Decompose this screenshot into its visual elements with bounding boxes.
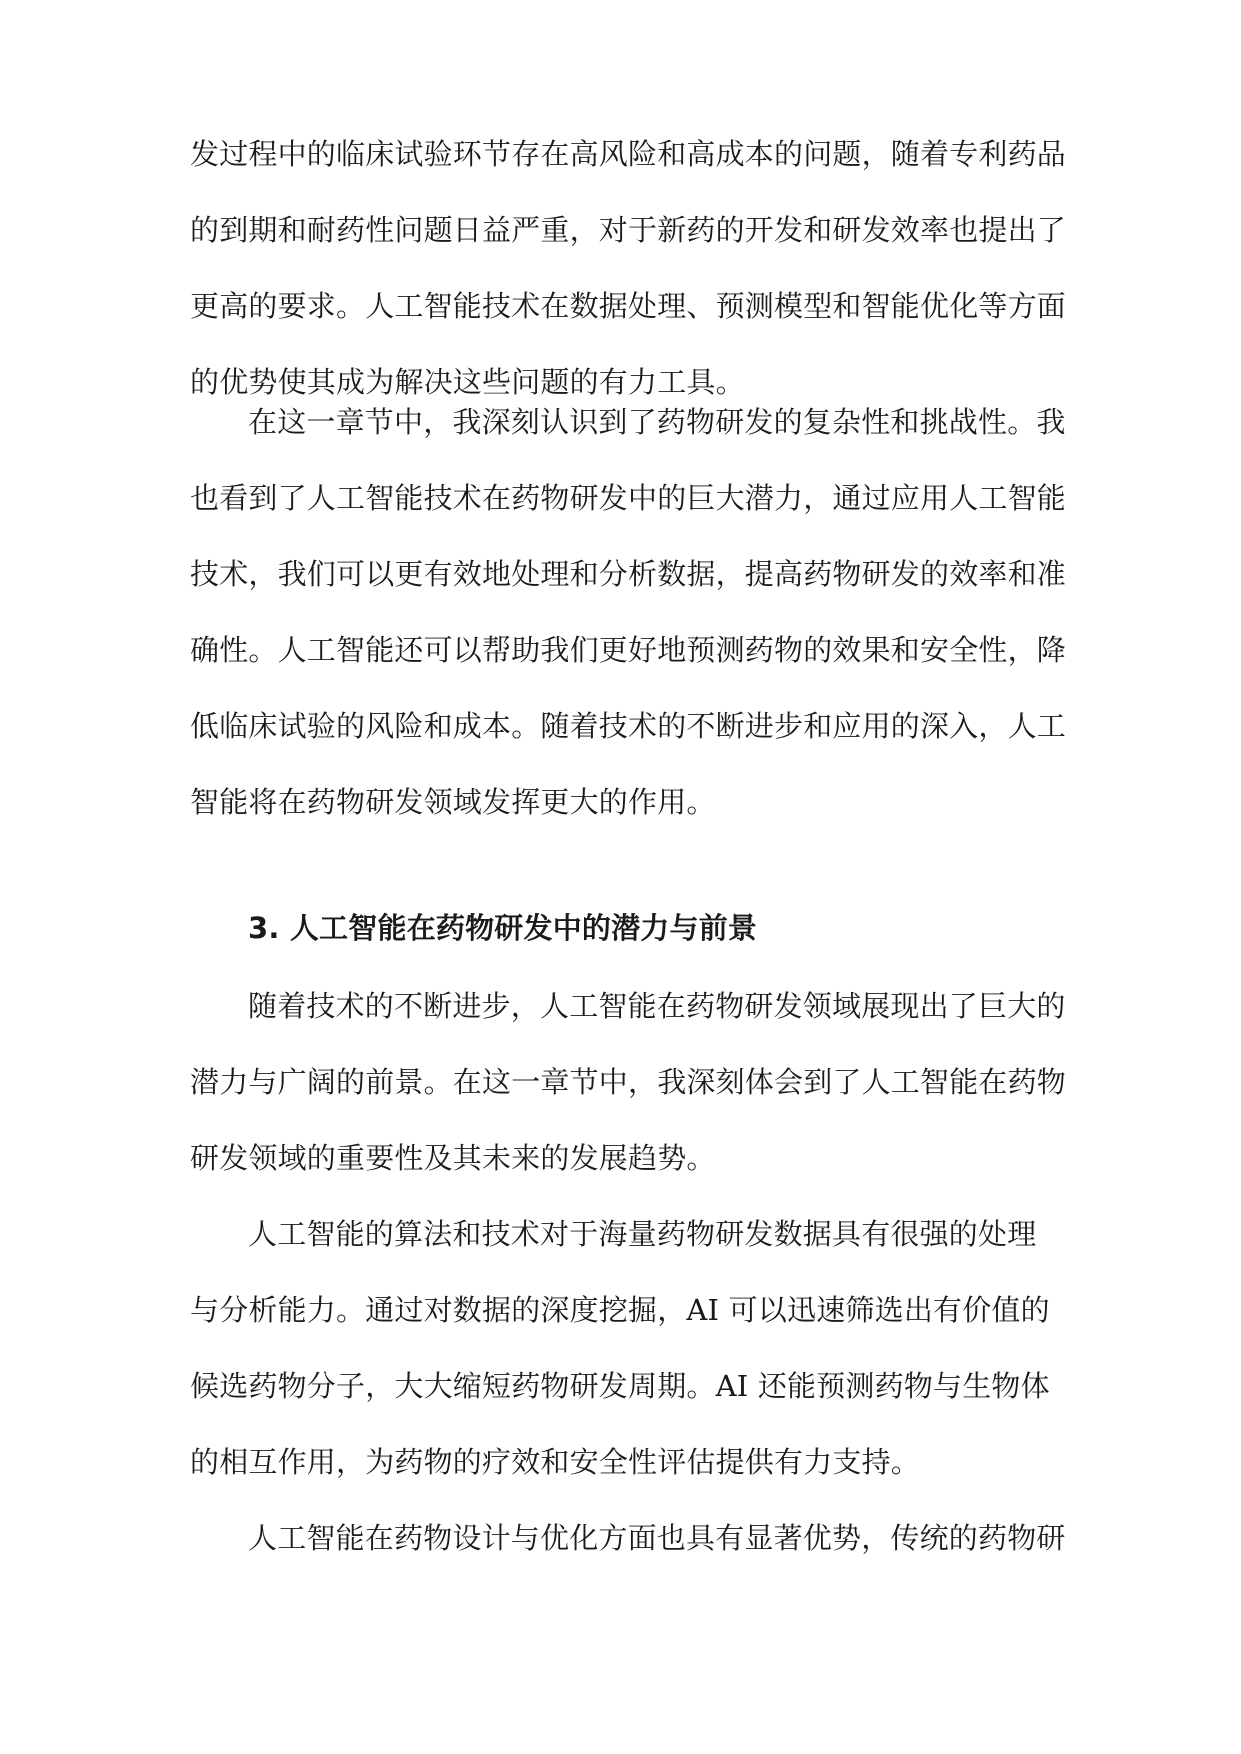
text-line: 候选药物分子，大大缩短药物研发周期。AI 还能预测药物与生物体 — [190, 1369, 1050, 1403]
text-line: 潜力与广阔的前景。在这一章节中，我深刻体会到了人工智能在药物 — [190, 1065, 1067, 1099]
paragraph — [190, 1500, 1066, 1576]
paragraph-continuation — [190, 116, 1067, 420]
text-line: 技术，我们可以更有效地处理和分析数据，提高药物研发的效率和准 — [190, 557, 1067, 591]
text-line: 的优势使其成为解决这些问题的有力工具。 — [190, 365, 745, 399]
section-heading-block — [190, 890, 1060, 966]
text-line: 发过程中的临床试验环节存在高风险和高成本的问题，随着专利药品 — [190, 137, 1067, 171]
text-line: 确性。人工智能还可以帮助我们更好地预测药物的效果和安全性，降 — [190, 633, 1067, 667]
text-line: 人工智能在药物设计与优化方面也具有显著优势，传统的药物研 — [248, 1521, 1066, 1555]
text-line: 的相互作用，为药物的疗效和安全性评估提供有力支持。 — [190, 1445, 921, 1479]
paragraph — [190, 384, 1067, 840]
text-line: 更高的要求。人工智能技术在数据处理、预测模型和智能优化等方面 — [190, 289, 1067, 323]
text-line: 研发领域的重要性及其未来的发展趋势。 — [190, 1141, 716, 1175]
paragraph — [190, 968, 1067, 1196]
paragraph — [190, 1196, 1060, 1500]
text-line: 在这一章节中，我深刻认识到了药物研发的复杂性和挑战性。我 — [248, 405, 1066, 439]
text-line: 人工智能的算法和技术对于海量药物研发数据具有很强的处理 — [248, 1217, 1037, 1251]
text-line: 低临床试验的风险和成本。随着技术的不断进步和应用的深入，人工 — [190, 709, 1067, 743]
text-line: 随着技术的不断进步，人工智能在药物研发领域展现出了巨大的 — [248, 989, 1066, 1023]
text-line: 也看到了人工智能技术在药物研发中的巨大潜力，通过应用人工智能 — [190, 481, 1067, 515]
text-line: 与分析能力。通过对数据的深度挖掘，AI 可以迅速筛选出有价值的 — [190, 1293, 1050, 1327]
text-line: 智能将在药物研发领域发挥更大的作用。 — [190, 785, 716, 819]
section-heading: 3. 人工智能在药物研发中的潜力与前景 — [248, 911, 758, 945]
text-line: 的到期和耐药性问题日益严重，对于新药的开发和研发效率也提出了 — [190, 213, 1067, 247]
